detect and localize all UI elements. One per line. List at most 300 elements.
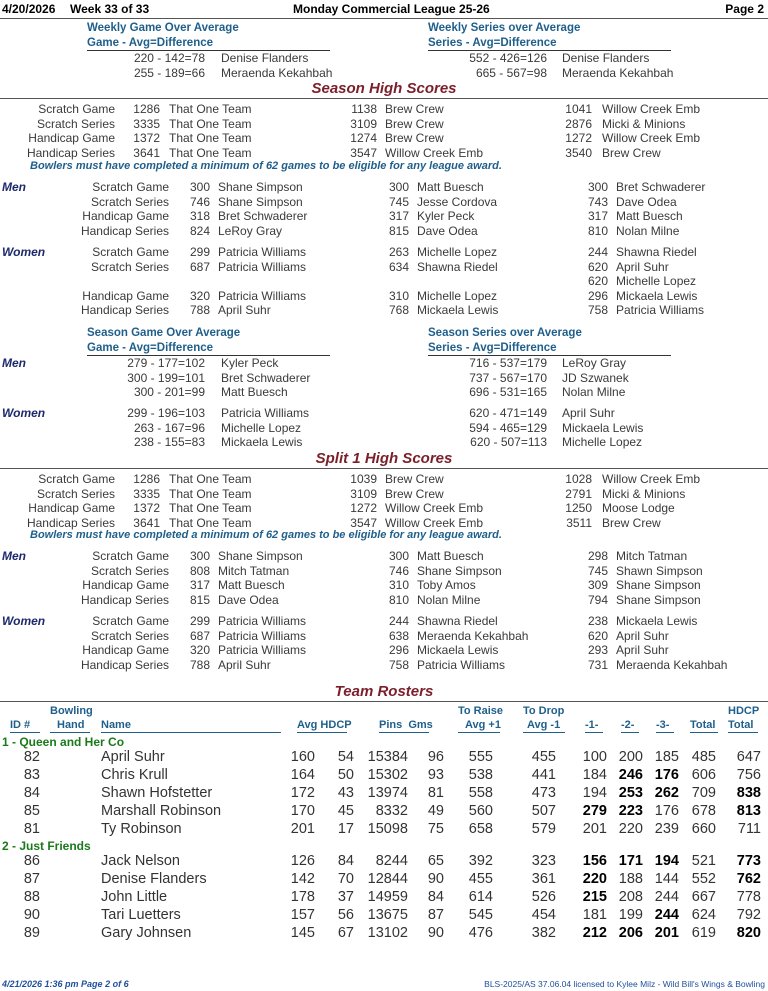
cell-g3: 244	[654, 889, 679, 905]
score-value: 815	[189, 592, 210, 607]
footer-license: BLS-2025/AS 37.06.04 licensed to Kylee Milz - Wild Bill's Wings & Bowling	[484, 979, 765, 989]
team-name: 2 - Just Friends	[2, 839, 91, 853]
cell-pins: 12844	[367, 871, 408, 887]
bowler-name: JD Szwanek	[562, 370, 629, 385]
header-underline	[585, 732, 603, 733]
team-rosters-title: Team Rosters	[334, 683, 434, 700]
score-value: 810	[388, 592, 409, 607]
bowler-name: Meraenda Kekahbah	[417, 628, 529, 643]
over-average-value: 594 - 465=129	[469, 420, 547, 435]
over-average-value: 220 - 142=78	[133, 51, 205, 65]
bowler-name: Patricia Williams	[218, 259, 307, 274]
cell-gms: 81	[427, 785, 444, 801]
cell-htotal: 792	[736, 907, 761, 923]
bowler-name: Matt Buesch	[417, 180, 484, 194]
table-row	[0, 803, 768, 821]
cell-g1: 100	[582, 749, 607, 765]
table-row	[0, 853, 768, 871]
header-underline	[523, 732, 565, 733]
cell-g3: 262	[654, 785, 679, 801]
team-name: Micki & Minions	[602, 116, 686, 131]
score-value: 788	[189, 303, 210, 317]
score-value: 1372	[133, 131, 160, 145]
bowler-name: Nolan Milne	[616, 223, 680, 238]
footer-timestamp: 4/21/2026 1:36 pm Page 2 of 6	[2, 979, 129, 989]
cell-avg: 142	[290, 871, 315, 887]
score-value: 1286	[133, 472, 160, 486]
cell-total: 485	[691, 749, 716, 765]
bowler-name: Mickaela Lewis	[417, 643, 499, 657]
cell-htotal: 762	[736, 871, 761, 887]
cell-g2: 171	[618, 853, 643, 869]
table-row	[0, 821, 768, 839]
cell-gms: 96	[427, 749, 444, 765]
eligibility-note: Bowlers must have completed a minimum of 62 games to be eligible for any league award.	[30, 529, 502, 541]
bowler-name: Bret Schwaderer	[221, 370, 311, 385]
cell-raise: 392	[468, 853, 493, 869]
bowling-hand-header-2: Hand	[57, 719, 85, 731]
bowler-name: Matt Buesch	[417, 549, 484, 563]
cell-hdcp: 56	[337, 907, 354, 923]
team-name: That One Team	[169, 131, 252, 145]
cell-drop: 579	[531, 821, 556, 837]
pins-gms-header: Pins Gms	[379, 719, 433, 731]
cell-g1: 212	[582, 925, 607, 941]
score-label: Handicap Series	[26, 515, 115, 530]
cell-id: 81	[23, 821, 40, 837]
cell-hdcp: 45	[337, 803, 354, 819]
cell-g2: 188	[618, 871, 643, 887]
score-value: 300	[587, 180, 608, 194]
name-header: Name	[101, 719, 131, 731]
score-label: Scratch Series	[36, 486, 115, 501]
team-name: 1 - Queen and Her Co	[2, 735, 125, 749]
score-label: Scratch Game	[38, 102, 115, 116]
cell-name: Jack Nelson	[101, 853, 180, 869]
score-value: 310	[388, 578, 409, 592]
score-label: Handicap Game	[82, 288, 169, 303]
table-row	[0, 889, 768, 907]
cell-id: 82	[23, 749, 40, 765]
team-name: Brew Crew	[385, 102, 444, 116]
cell-id: 84	[23, 785, 40, 801]
cell-avg: 164	[290, 767, 315, 783]
bowler-name: Michelle Lopez	[562, 435, 643, 449]
cell-g2: 208	[618, 889, 643, 905]
cell-g1: 220	[582, 871, 607, 887]
header-underline	[458, 732, 500, 733]
cell-raise: 538	[468, 767, 493, 783]
cell-pins: 13675	[367, 907, 408, 923]
section-rule	[0, 701, 768, 702]
score-value: 687	[189, 259, 210, 274]
score-value: 620	[587, 274, 608, 288]
score-value: 310	[388, 288, 409, 303]
score-value: 300	[189, 549, 210, 563]
cell-g2: 199	[618, 907, 643, 923]
score-value: 745	[388, 194, 409, 209]
team-name: That One Team	[169, 472, 252, 486]
cell-raise: 658	[468, 821, 493, 837]
header-underline	[379, 732, 429, 733]
cell-pins: 14959	[367, 889, 408, 905]
score-value: 758	[587, 303, 608, 317]
cell-g3: 244	[654, 907, 679, 923]
score-value: 3109	[350, 116, 377, 131]
cell-gms: 49	[427, 803, 444, 819]
avg-hdcp-header: Avg HDCP	[297, 719, 352, 731]
score-label: Scratch Series	[36, 116, 115, 131]
over-average-value: 696 - 531=165	[469, 385, 547, 399]
cell-hdcp: 70	[337, 871, 354, 887]
men-label: Men	[2, 549, 26, 563]
bowler-name: Matt Buesch	[218, 578, 285, 592]
cell-g3: 144	[654, 871, 679, 887]
bowler-name: Mickaela Lewis	[562, 420, 644, 435]
bowler-name: Mickaela Lewis	[616, 614, 698, 628]
drop-header-1: To Drop	[523, 705, 565, 717]
report-week: Week 33 of 33	[70, 2, 150, 16]
cell-drop: 361	[531, 871, 556, 887]
over-average-value: 737 - 567=170	[469, 370, 547, 385]
score-value: 788	[189, 657, 210, 672]
section-rule	[0, 98, 768, 99]
cell-g3: 176	[654, 803, 679, 819]
score-label: Handicap Game	[28, 131, 115, 145]
bowling-hand-header-1: Bowling	[50, 705, 93, 717]
bowler-name: Denise Flanders	[221, 51, 309, 65]
cell-raise: 555	[468, 749, 493, 765]
score-value: 299	[189, 614, 210, 628]
score-label: Handicap Game	[82, 643, 169, 657]
score-label: Scratch Game	[38, 472, 115, 486]
score-value: 1039	[350, 472, 377, 486]
score-value: 244	[587, 245, 608, 259]
score-value: 3540	[565, 145, 592, 160]
cell-htotal: 820	[736, 925, 761, 941]
bowler-name: Michelle Lopez	[221, 420, 302, 435]
weekly-series-title: Weekly Series over Average	[428, 22, 581, 34]
split-high-title: Split 1 High Scores	[315, 450, 453, 467]
weekly-series-subtitle: Series - Avg=Difference	[428, 37, 557, 49]
team-name: Willow Creek Emb	[602, 102, 701, 116]
over-average-value: 299 - 196=103	[127, 406, 205, 420]
cell-gms: 90	[427, 871, 444, 887]
score-value: 296	[587, 288, 608, 303]
over-average-value: 552 - 426=126	[469, 51, 547, 65]
score-value: 317	[587, 209, 608, 223]
cell-htotal: 756	[736, 767, 761, 783]
cell-total: 624	[691, 907, 716, 923]
cell-total: 678	[691, 803, 716, 819]
bowler-name: Mitch Tatman	[218, 563, 290, 578]
team-name: Brew Crew	[385, 116, 444, 131]
men-label: Men	[2, 180, 26, 194]
score-value: 1372	[133, 501, 160, 515]
score-value: 687	[189, 628, 210, 643]
men-label: Men	[2, 356, 26, 370]
cell-avg: 201	[290, 821, 315, 837]
team-name: Willow Creek Emb	[385, 515, 484, 530]
cell-total: 552	[691, 871, 716, 887]
cell-g2: 246	[618, 767, 643, 783]
score-value: 815	[388, 223, 409, 238]
cell-pins: 15098	[367, 821, 408, 837]
table-row	[0, 925, 768, 943]
bowler-name: Patricia Williams	[616, 303, 705, 317]
cell-total: 667	[691, 889, 716, 905]
cell-hdcp: 37	[337, 889, 354, 905]
bowler-name: Shawna Riedel	[417, 614, 498, 628]
team-name: Brew Crew	[602, 515, 661, 530]
team-name: That One Team	[169, 486, 252, 501]
bowler-name: Shane Simpson	[218, 549, 303, 563]
cell-g2: 223	[618, 803, 643, 819]
bowler-name: Mickaela Lewis	[616, 288, 698, 303]
season-high-title: Season High Scores	[311, 80, 457, 97]
bowler-name: Dave Odea	[417, 223, 478, 238]
header-underline	[656, 732, 674, 733]
cell-name: Denise Flanders	[101, 871, 207, 887]
cell-g1: 181	[582, 907, 607, 923]
team-name: Brew Crew	[385, 486, 444, 501]
table-row	[0, 871, 768, 889]
score-value: 296	[388, 643, 409, 657]
weekly-game-subtitle: Game - Avg=Difference	[87, 37, 214, 49]
cell-g1: 201	[582, 821, 607, 837]
cell-raise: 560	[468, 803, 493, 819]
cell-total: 660	[691, 821, 716, 837]
cell-hdcp: 54	[337, 749, 354, 765]
cell-pins: 8332	[375, 803, 408, 819]
bowler-name: Toby Amos	[417, 578, 476, 592]
bowler-name: Meraenda Kekahbah	[616, 657, 728, 672]
season-game-subtitle: Game - Avg=Difference	[87, 342, 214, 354]
season-series-subtitle: Series - Avg=Difference	[428, 342, 557, 354]
over-average-value: 620 - 507=113	[470, 435, 547, 449]
bowler-name: Mickaela Lewis	[221, 435, 303, 449]
score-label: Handicap Series	[80, 303, 169, 317]
cell-g2: 253	[618, 785, 643, 801]
women-label: Women	[2, 406, 46, 420]
score-value: 1028	[565, 472, 592, 486]
cell-name: Shawn Hofstetter	[101, 785, 213, 801]
cell-avg: 145	[290, 925, 315, 941]
cell-total: 606	[691, 767, 716, 783]
bowler-name: Shawn Simpson	[616, 563, 703, 578]
score-label: Handicap Game	[28, 501, 115, 515]
bowler-name: Kyler Peck	[417, 209, 475, 223]
over-average-value: 716 - 537=179	[469, 356, 547, 370]
score-value: 3511	[566, 515, 592, 530]
score-label: Handicap Series	[80, 223, 169, 238]
team-name: That One Team	[169, 145, 252, 160]
header-rule	[0, 18, 768, 19]
cell-gms: 75	[427, 821, 444, 837]
team-name: That One Team	[169, 501, 252, 515]
cell-g1: 184	[582, 767, 607, 783]
cell-gms: 87	[427, 907, 444, 923]
cell-name: John Little	[101, 889, 168, 905]
cell-name: Ty Robinson	[101, 821, 182, 837]
bowler-name: Patricia Williams	[218, 288, 307, 303]
cell-id: 87	[23, 871, 40, 887]
cell-avg: 172	[290, 785, 315, 801]
cell-drop: 382	[531, 925, 556, 941]
bowler-name: Michelle Lopez	[417, 245, 498, 259]
cell-drop: 454	[531, 907, 556, 923]
section-rule	[0, 468, 768, 469]
bowler-name: April Suhr	[218, 303, 271, 317]
header-underline	[297, 732, 347, 733]
cell-avg: 157	[290, 907, 315, 923]
bowler-name: Patricia Williams	[218, 643, 307, 657]
score-value: 300	[388, 549, 409, 563]
team-name: Willow Creek Emb	[385, 145, 484, 160]
cell-name: Marshall Robinson	[101, 803, 222, 819]
bowler-name: Patricia Williams	[218, 614, 307, 628]
cell-drop: 323	[531, 853, 556, 869]
season-series-title: Season Series over Average	[428, 327, 582, 339]
hdcp-total-header-2: Total	[728, 719, 754, 731]
score-value: 638	[388, 628, 409, 643]
bowler-name: Mickaela Lewis	[417, 303, 499, 317]
cell-id: 88	[23, 889, 40, 905]
score-value: 746	[189, 194, 210, 209]
cell-name: Gary Johnsen	[101, 925, 192, 941]
over-average-value: 263 - 167=96	[133, 420, 205, 435]
bowler-name: Meraenda Kekahbah	[562, 66, 674, 80]
bowler-name: Shane Simpson	[616, 592, 701, 607]
cell-avg: 126	[290, 853, 315, 869]
over-average-value: 300 - 201=99	[133, 385, 205, 399]
raise-header-2: Avg +1	[465, 719, 501, 731]
cell-avg: 170	[290, 803, 315, 819]
hdcp-total-header-1: HDCP	[728, 705, 760, 717]
table-row	[0, 785, 768, 803]
cell-name: Chris Krull	[101, 767, 168, 783]
cell-htotal: 711	[737, 821, 761, 837]
cell-g3: 185	[654, 749, 679, 765]
header-underline	[728, 732, 758, 733]
cell-gms: 84	[427, 889, 444, 905]
score-value: 746	[388, 563, 409, 578]
score-value: 263	[388, 245, 409, 259]
cell-g2: 200	[618, 749, 643, 765]
raise-header-1: To Raise	[458, 705, 504, 717]
score-label: Scratch Game	[92, 245, 169, 259]
bowler-name: April Suhr	[616, 643, 669, 657]
score-value: 3641	[133, 515, 160, 530]
cell-raise: 476	[468, 925, 493, 941]
score-label: Handicap Game	[82, 578, 169, 592]
score-label: Scratch Series	[90, 563, 169, 578]
total-header: Total	[690, 719, 716, 731]
cell-drop: 441	[531, 767, 556, 783]
game3-header: -3-	[656, 719, 670, 731]
score-label: Handicap Series	[80, 592, 169, 607]
team-name: That One Team	[169, 116, 252, 131]
score-value: 1041	[565, 102, 592, 116]
score-value: 3335	[133, 486, 160, 501]
game1-header: -1-	[585, 719, 599, 731]
cell-g3: 201	[654, 925, 679, 941]
score-label: Scratch Game	[92, 180, 169, 194]
cell-g2: 206	[618, 925, 643, 941]
cell-g1: 194	[582, 785, 607, 801]
bowler-name: Patricia Williams	[218, 628, 307, 643]
over-average-value: 300 - 199=101	[127, 370, 205, 385]
rule	[87, 355, 330, 356]
bowler-name: Shane Simpson	[417, 563, 502, 578]
team-name: That One Team	[169, 102, 252, 116]
score-value: 298	[587, 549, 608, 563]
score-value: 244	[388, 614, 409, 628]
score-value: 810	[587, 223, 608, 238]
score-value: 1272	[350, 501, 377, 515]
cell-pins: 15384	[367, 749, 408, 765]
bowler-name: Mitch Tatman	[616, 549, 688, 563]
score-label: Handicap Series	[80, 657, 169, 672]
cell-hdcp: 17	[337, 821, 354, 837]
cell-g3: 239	[654, 821, 679, 837]
score-value: 3547	[350, 515, 377, 530]
cell-total: 521	[691, 853, 716, 869]
header-underline	[10, 732, 40, 733]
score-label: Handicap Game	[82, 209, 169, 223]
cell-g3: 194	[654, 853, 679, 869]
cell-total: 709	[691, 785, 716, 801]
score-value: 2791	[565, 486, 592, 501]
cell-total: 619	[691, 925, 716, 941]
over-average-value: 665 - 567=98	[475, 66, 547, 80]
bowler-name: Bret Schwaderer	[616, 180, 706, 194]
score-value: 634	[388, 259, 409, 274]
cell-id: 85	[23, 803, 40, 819]
league-name: Monday Commercial League 25-26	[293, 2, 490, 16]
over-average-value: 279 - 177=102	[127, 356, 205, 370]
team-name: Brew Crew	[602, 145, 661, 160]
score-value: 758	[388, 657, 409, 672]
score-label: Scratch Series	[90, 259, 169, 274]
cell-name: April Suhr	[101, 749, 165, 765]
bowler-name: April Suhr	[616, 628, 669, 643]
bowler-name: Nolan Milne	[562, 385, 626, 399]
cell-drop: 473	[531, 785, 556, 801]
page-number: Page 2	[725, 2, 764, 16]
cell-raise: 558	[468, 785, 493, 801]
score-value: 1272	[565, 131, 592, 145]
bowler-name: Dave Odea	[616, 194, 677, 209]
cell-avg: 160	[290, 749, 315, 765]
table-row	[0, 767, 768, 785]
score-value: 1286	[133, 102, 160, 116]
bowler-name: Shane Simpson	[218, 194, 303, 209]
score-value: 620	[587, 259, 608, 274]
cell-g2: 220	[618, 821, 643, 837]
table-row	[0, 749, 768, 767]
bowler-name: Shane Simpson	[218, 180, 303, 194]
team-name: Willow Creek Emb	[385, 501, 484, 515]
bowler-name: Patricia Williams	[218, 245, 307, 259]
bowler-name: Michelle Lopez	[417, 288, 498, 303]
cell-avg: 178	[290, 889, 315, 905]
header-underline	[50, 732, 90, 733]
score-value: 1274	[350, 131, 377, 145]
cell-hdcp: 67	[337, 925, 354, 941]
score-value: 620	[587, 628, 608, 643]
cell-htotal: 838	[736, 785, 761, 801]
